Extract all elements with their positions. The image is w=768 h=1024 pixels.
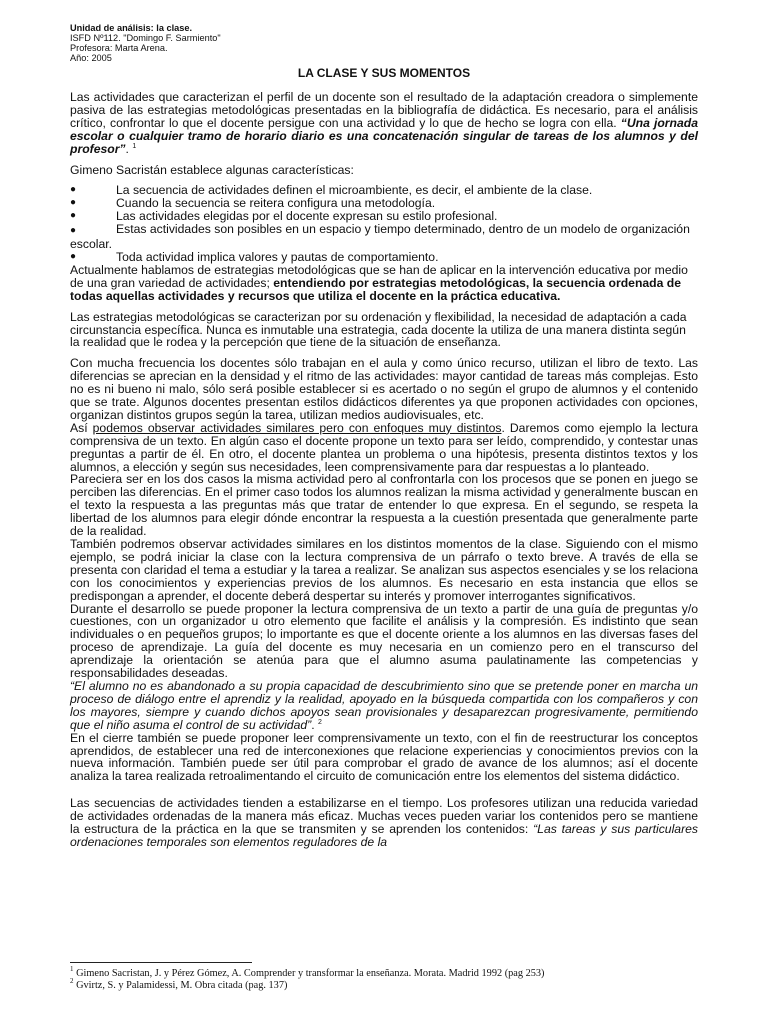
paragraph-actualmente [70, 264, 698, 303]
bullet-symbol: ● [70, 250, 77, 262]
footnote-2 [70, 976, 710, 992]
paragraph-cierre: En el cierre también se puede proponer leer comprensivamente un texto, con el fin de reestructurar los conceptos aprendidos, de establecer una red de interconexiones que relacione experiencias y conocimientos previos con la nueva información. También puede ser útil para comprobar el grado de avance de los alumnos; así el docente analiza la tarea realizada retroalimentando el circuito de comunicación entre los elementos del sistema didáctico. [70, 730, 698, 784]
paragraph-estrategias: Las estrategias metodológicas se caracterizan por su ordenación y flexibilidad, la necesidad de adaptación a cada circunstancia específica. Nunca es inmutable una estrategia, cada docente la utiliza de una manera distinta según la realidad que le rodea y la percepción que tiene de la situación de enseñanza. [70, 309, 687, 350]
paragraph-gimeno: Gimeno Sacristán establece algunas características: [70, 162, 354, 177]
bullet-symbol: ● [70, 210, 77, 222]
paragraph-frecuencia: Con mucha frecuencia los docentes sólo trabajan en el aula y como único recurso, utilizan el libro de texto. Las diferencias se aprecian en la densidad y el ritmo de las actividades: mayor cantidad de tareas más complejas. Esto no es ni bueno ni malo, sólo será posible establecer si es acertado o no según el grupo de alumnos y el contenido que se trate. Algunos docentes presentan estilos didácticos diferentes ya que proponen actividades con opciones, organizan distintos grupos según la tarea, utilizan medios audiovisuales, etc. [70, 356, 698, 422]
footnote-ref-2: 2 [317, 718, 322, 726]
paragraph-intro [70, 91, 698, 156]
bullet-symbol: ● [70, 184, 77, 196]
bullet-symbol: ● [70, 197, 77, 209]
paragraph-pareciera: Pareciera ser en los dos casos la misma actividad pero al confrontarla con los procesos que se ponen en juego se perciben las diferencias. En el primer caso todos los alumnos realizan la misma actividad y generalmente buscan en el texto la respuesta a las preguntas más que tratar de entender lo que expresa. En el segundo, se respeta la libertad de los alumnos para elegir dónde encontrar la respuesta a la cuestión presentada que generalmente parte de la realidad. [70, 472, 698, 539]
paragraph-durante: Durante el desarrollo se puede proponer la lectura comprensiva de un texto a partir de una guía de preguntas y/o cuestiones, con un organizador u otro elemento que facilite el análisis y la compresión. Es indistinto que sean individuales o en pequeños grupos; lo importante es que el docente oriente a los alumnos en las diversas fases del proceso de aprendizaje. La guía del docente es muy necesaria en un comienzo pero en el transcurso del aprendizaje la orientación se atenúa para que el alumno asuma paulatinamente las competencias y responsabilidades deseadas. [70, 601, 698, 681]
footnotes [70, 965, 710, 991]
list-item [70, 251, 698, 264]
intro-quote: “Una jornada escolar o cualquier tramo de horario diario es una concatenación singular de tareas de los alumnos y del profesor” [70, 115, 698, 156]
actualmente-definition: entendiendo por estrategias metodológicas, la secuencia ordenada de todas aquellas actividades y recursos que utiliza el docente en la práctica educativa. [70, 275, 681, 303]
footnote-1 [70, 965, 710, 980]
footnote-text: Gvirtz, S. y Palamidessi, M. Obra citada (pag. 137) [73, 979, 288, 991]
characteristics-list [70, 184, 698, 263]
list-item [70, 223, 698, 251]
paragraph-tambien: También podremos observar actividades similares en los distintos momentos de la clase. Siguiendo con el mismo ejemplo, se podrá iniciar la clase con la lectura comprensiva de un párrafo o texto breve. A través de ella se presenta con claridad el tema a estudiar y la tarea a realizar. Se analizan sus aspectos esenciales y se los relaciona con los conocimientos y experiencias previos de los alumnos. Es necesario en esta instancia que ellos se predispongan a aprender, el docente deberá despertar su interés y promover interrogantes significativos. [70, 537, 698, 603]
document-title: LA CLASE Y SUS MOMENTOS [297, 66, 471, 80]
bullet-symbol: ● [70, 225, 77, 237]
asi-rest: . Daremos como ejemplo la lectura comprensiva de un texto. En algún caso el docente propone un texto para ser leído, comprendido, y contestar unas preguntas a partir de él. En otro, el docente plantea un problema o una hipótesis, presenta distintos textos y los alumnos, a elección y según sus necesidades, leen comprensivamente para dar respuestas a lo planteado. [70, 420, 698, 474]
quote-end: . [311, 717, 318, 732]
secuencias-text: Las secuencias de actividades tienden a estabilizarse en el tiempo. Los profesores utilizan una reducida variedad de actividades ordenadas de la manera más eficaz. Muchas veces pueden variar los contenidos pero se mantiene la estructura de la práctica en la que se transmiten y se aprenden los contenidos: [70, 796, 698, 837]
document-header [70, 23, 470, 63]
paragraph-asi [70, 422, 698, 474]
list-item-text: Toda actividad implica valores y pautas de comportamiento. [116, 249, 439, 264]
header-year: Año: 2005 [70, 53, 112, 63]
secuencias-quote: “Las tareas y sus particulares ordenaciones temporales son elementos reguladores de la [70, 822, 698, 849]
paragraph-secuencias [70, 797, 698, 849]
list-item-text: La secuencia de actividades definen el microambiente, es decir, el ambiente de la clase. [116, 183, 593, 198]
list-item-text: Estas actividades son posibles en un espacio y tiempo determinado, dentro de un modelo de organización escolar. [70, 222, 690, 252]
paragraph-quote [70, 680, 698, 732]
asi-lead: Así [70, 420, 93, 435]
document-body [70, 91, 698, 849]
header-professor: Profesora: Marta Arena. [70, 43, 168, 53]
footnote-text: Gimeno Sacristan, J. y Pérez Gómez, A. Comprender y transformar la enseñanza. Morata. Madrid 1992 (pag 253) [73, 968, 545, 979]
header-unit: Unidad de análisis: la clase. [70, 23, 193, 33]
footnote-number: 2 [70, 976, 74, 985]
footnote-divider [70, 962, 252, 963]
list-item-text: Cuando la secuencia se reitera configura una metodología. [116, 196, 436, 211]
list-item-text: Las actividades elegidas por el docente expresan su estilo profesional. [116, 209, 498, 224]
footnote-ref-1: 1 [132, 142, 137, 150]
intro-text: Las actividades que caracterizan el perfil de un docente son el resultado de la adaptación creadora o simplemente pasiva de las estrategias metodológicas presentadas en la bibliografía de didáctica. Es necesario, para el análisis crítico, confrontar lo que el docente persigue con una actividad y lo que de hecho se logra con ella. [70, 90, 698, 130]
intro-end: . [125, 141, 133, 156]
footnote-number: 1 [70, 965, 74, 973]
asi-underlined: podemos observar actividades similares pero con enfoques muy distintos [92, 420, 502, 435]
header-institute: ISFD Nº112. "Domingo F. Sarmiento" [70, 33, 221, 43]
quote-text: “El alumno no es abandonado a su propia capacidad de descubrimiento sino que se pretende poner en marcha un proceso de diálogo entre el aprendiz y la realidad, apoyado en la búsqueda compartida con los compañeros y con los mayores, siempre y cuando dichos apoyos sean provisionales y desaparezcan progresivamente, permitiendo que el niño asuma el control de su actividad” [70, 678, 698, 732]
actualmente-text: Actualmente hablamos de estrategias metodológicas que se han de aplicar en la intervención educativa por medio de una gran variedad de actividades; [70, 262, 688, 290]
